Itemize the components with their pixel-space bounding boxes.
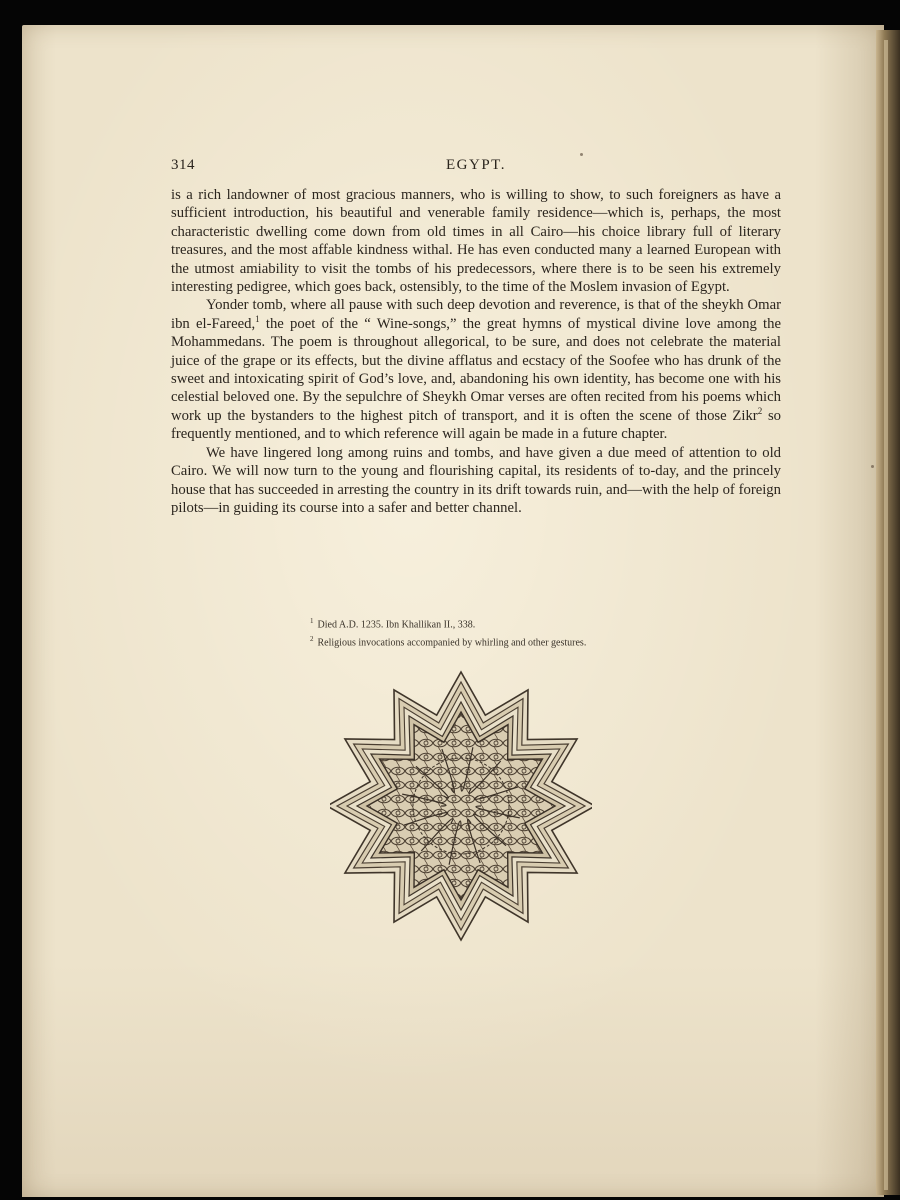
footnote-1-mark: 1 xyxy=(310,617,314,625)
page-number: 314 xyxy=(171,157,195,173)
footnote-ref-1: 1 xyxy=(255,313,260,324)
twelve-point-star-arabesque-icon xyxy=(330,670,592,942)
footnote-2 xyxy=(310,632,730,650)
paragraph-2-text-a: Yonder tomb, where all pause with such deep devotion and reverence, is that of the sheykh Omar ibn el-Fareed, xyxy=(171,297,781,332)
paragraph-1-text: is a rich landowner of most gracious manners, who is willing to show, to such foreigners as have a sufficient introduction, his beautiful and venerable family residence—which is, perhaps, the most characteristic dwelling come down from old times in all Cairo—his choice library full of literary treasures, and the most affable kindness withal. He has even conducted many a learned European with the utmost amiability to visit the tombs of his predecessors, where there is to be seen his extremely interesting pedigree, which goes back, ostensibly, to the time of the Moslem invasion of Egypt. xyxy=(171,187,781,296)
paragraph-3 xyxy=(171,444,781,518)
paragraph-2-text-b: the poet of the “ Wine-songs,” the great hymns of mystical divine love among the Mohammedans. The poem is throughout allegorical, to be sure, and does not celebrate the material juice of the grape or its effects, but the divine afflatus and ecstacy of the Soofee who has drunk of the sweet and intoxicating spirit of God’s love, and, abandoning his own identity, has become one with his celestial beloved one. By the sepulchre of Sheykh Omar verses are often recited from his poems which work up the bystanders to the highest pitch of transport, and it is often the scene of those Zikr xyxy=(171,315,781,424)
footnote-2-mark: 2 xyxy=(310,635,314,644)
footnote-2-text: Religious invocations accompanied by whirling and other gestures. xyxy=(317,637,587,649)
footnote-1-text: Died A.D. 1235. Ibn Khallikan II., 338. xyxy=(317,619,476,631)
paragraph-3-text: We have lingered long among ruins and tombs, and have given a due meed of attention to old Cairo. We will now turn to the young and flourishing capital, its residents of to-day, and the princely house that has succeeded in arresting the country in its drift towards ruin, and—with the help of foreign pilots—in guiding its course into a safer and better channel. xyxy=(171,444,781,516)
running-title: EGYPT. xyxy=(446,157,506,173)
footnotes xyxy=(310,614,730,651)
paragraph-1 xyxy=(171,186,781,296)
paragraph-2 xyxy=(171,296,781,443)
page-header xyxy=(171,157,781,179)
page-stack-highlight xyxy=(884,40,888,1190)
footnote-ref-2: 2 xyxy=(757,405,763,416)
ink-speck xyxy=(580,153,583,156)
paragraph-2-text-c: so frequently mentioned, and to which reference will again be made in a future chapter. xyxy=(171,407,782,443)
ink-speck xyxy=(871,465,874,468)
body-text xyxy=(171,186,781,517)
footnote-1 xyxy=(310,614,730,632)
page-stack-edge xyxy=(876,30,900,1195)
